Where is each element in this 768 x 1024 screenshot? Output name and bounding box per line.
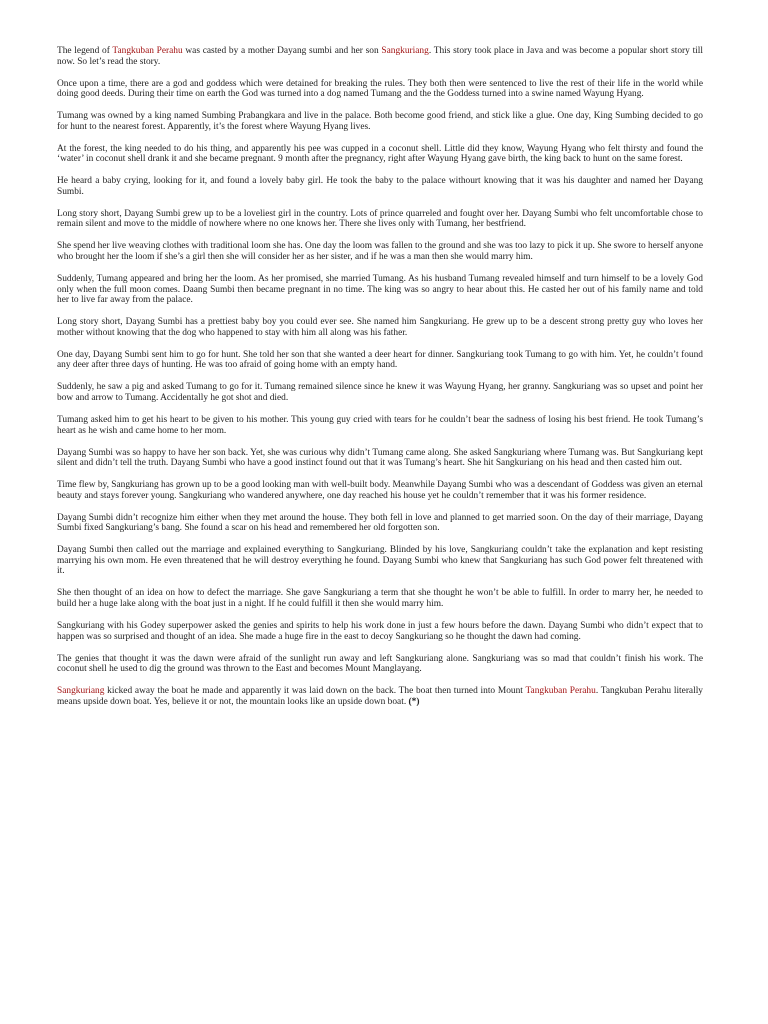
- text-run: was casted by a mother Dayang sumbi and her son: [182, 46, 382, 56]
- end-mark: (*): [408, 696, 420, 707]
- paragraph: [57, 545, 703, 577]
- paragraph: [57, 621, 703, 642]
- paragraph: [57, 382, 703, 403]
- paragraph: [57, 415, 703, 436]
- paragraph: [57, 209, 703, 230]
- text-run: She then thought of an idea on how to defect the marriage. She gave Sangkuriang a term that she thought he won’t be able to fulfill. In order to marry her, he needed to build her a huge lake along with the boat just in a night. If he could fulfill it then she would marry him.: [57, 588, 703, 610]
- text-run: Once upon a time, there are a god and goddess which were detained for breaking the rules. They both then were sentenced to live the rest of their life in the world while doing good deeds. During their time on earth the God was turned into a dog named Tumang and the the Goddess turned into a swine named Wayung Hyang.: [57, 78, 703, 100]
- paragraph: [57, 79, 703, 100]
- text-run: The legend of: [57, 46, 113, 56]
- text-run: Tumang asked him to get his heart to be given to his mother. This young guy cried with tears for he couldn’t bear the sadness of losing his best friend. He took Tumang’s heart as he wish and came home to her mom.: [57, 414, 703, 436]
- text-run: . This story took place in Java and was become a popular short story till now. So let’s read the story.: [57, 46, 703, 67]
- paragraph: [57, 448, 703, 469]
- text-run: The genies that thought it was the dawn were afraid of the sunlight run away and left Sangkuriang alone. Sangkuriang was so mad that couldn’t finish his work. The coconut shell he used to dig the ground was thrown to the East and becomes Mount Manglayang.: [57, 653, 703, 675]
- text-run: Time flew by, Sangkuriang has grown up to be a good looking man with well-built body. Meanwhile Dayang Sumbi who was a descendant of Goddess was given an eternal beauty and stays forever young. Sangkuriang who wandered anywhere, one day reached his house yet he couldn’t remember that it was his former residence.: [57, 480, 703, 501]
- text-run: Long story short, Dayang Sumbi grew up to be a loveliest girl in the country. Lots of prince quarreled and fought over her. Dayang Sumbi who felt uncomfortable chose to remain silent and move to the middle of nowhere where no one knows her. There she lives only with Tumang, her bestfriend.: [57, 208, 703, 230]
- highlighted-name: Sangkuriang: [57, 686, 105, 697]
- text-run: One day, Dayang Sumbi sent him to go for hunt. She told her son that she wanted a deer heart for dinner. Sangkuriang took Tumang to go with him. Yet, he couldn’t found any deer after three days of hunting. He was too afraid of going home with an empty hand.: [57, 349, 703, 371]
- text-run: He heard a baby crying, looking for it, and found a lovely baby girl. He took the baby to the palace withourt knowing that it was his daughter and named her Dayang Sumbi.: [57, 176, 703, 197]
- text-run: At the forest, the king needed to do his thing, and apparently his pee was cupped in a coconut shell. Little did they know, Wayung Hyang who felt thirsty and found the ‘water’ in coconut shell drank it and she became pregnant. 9 month after the pregnancy, right after Wayung Hyang gave birth, the king back to hunt on the same forest.: [57, 143, 703, 165]
- paragraph: [57, 588, 703, 609]
- paragraph: [57, 350, 703, 371]
- text-run: Sangkuriang with his Godey superpower asked the genies and spirits to help his work done in just a few hours before the dawn. Dayang Sumbi who didn’t expect that to happen was so surprised and thought of an idea. She made a huge fire in the east to decoy Sangkuriang so he thought the dawn had coming.: [57, 621, 703, 642]
- highlighted-name: Tangkuban Perahu: [112, 46, 183, 56]
- text-run: kicked away the boat he made and apparently it was laid down on the back. The boat then turned into Mount: [104, 686, 526, 697]
- paragraph: [57, 111, 703, 132]
- paragraph: [57, 480, 703, 501]
- text-run: Dayang Sumbi didn’t recognize him either when they met around the house. They both fell in love and planned to get married soon. On the day of their marriage, Dayang Sumbi fixed Sangkuriang’s bang. She found a scar on his head and remembered her old forgotten son.: [57, 512, 703, 534]
- text-run: Tumang was owned by a king named Sumbing Prabangkara and live in the palace. Both become good friend, and stick like a glue. One day, King Sumbing decided to go for hunt to the nearest forest. Apparently, it’s the forest where Wayung Hyang lives.: [57, 111, 703, 132]
- text-run: . Tangkuban Perahu literally means upside down boat. Yes, believe it or not, the mountain looks like an upside down boat.: [57, 686, 703, 707]
- paragraph: [57, 686, 703, 707]
- story-document: [57, 46, 703, 719]
- paragraph: [57, 317, 703, 338]
- highlighted-name: Sangkuriang: [381, 46, 429, 56]
- paragraph: [57, 46, 703, 67]
- text-run: Dayang Sumbi was so happy to have her son back. Yet, she was curious why didn’t Tumang came along. She asked Sangkuriang where Tumang was. But Sangkuriang kept silent and didn’t tell the truth. Dayang Sumbi who have a good instinct found out that it was Tumang’s heart. She hit Sangkuriang on his head and then casted him out.: [57, 447, 703, 469]
- paragraph: [57, 176, 703, 197]
- paragraph: [57, 241, 703, 262]
- text-run: Suddenly, Tumang appeared and bring her the loom. As her promised, she married Tumang. As his husband Tumang revealed himself and turn himself to be a lovely God only when the full moon comes. Daang Sumbi then became pregnant in no time. The king was so angry to hear about this. He casted her out of his family name and told her to live far away from the palace.: [57, 274, 703, 306]
- text-run: She spend her live weaving clothes with traditional loom she has. One day the loom was fallen to the ground and she was too lazy to pick it up. She swore to herself anyone who brought her the loom if she’s a girl then she will consider her as her sister, and if he was a man then she would marry him.: [57, 241, 703, 263]
- highlighted-name: Tangkuban Perahu: [525, 686, 596, 697]
- paragraph: [57, 654, 703, 675]
- text-run: Dayang Sumbi then called out the marriage and explained everything to Sangkuriang. Blinded by his love, Sangkuriang couldn’t take the explanation and kept resisting marrying his own mom. He even threatened that he will destroy everything he found. Dayang Sumbi who knew that Sangkuriang has such God power felt threatened with it.: [57, 545, 703, 577]
- paragraph: [57, 513, 703, 534]
- text-run: Long story short, Dayang Sumbi has a prettiest baby boy you could ever see. She named him Sangkuriang. He grew up to be a descent strong pretty guy who loves her mother without knowing that the dog who happened to stay with him all along was his father.: [57, 317, 703, 338]
- paragraph: [57, 144, 703, 165]
- paragraph: [57, 274, 703, 306]
- text-run: Suddenly, he saw a pig and asked Tumang to go for it. Tumang remained silence since he knew it was Wayung Hyang, her granny. Sangkuriang was so upset and point her bow and arrow to Tumang. Accidentally he got shot and died.: [57, 382, 703, 403]
